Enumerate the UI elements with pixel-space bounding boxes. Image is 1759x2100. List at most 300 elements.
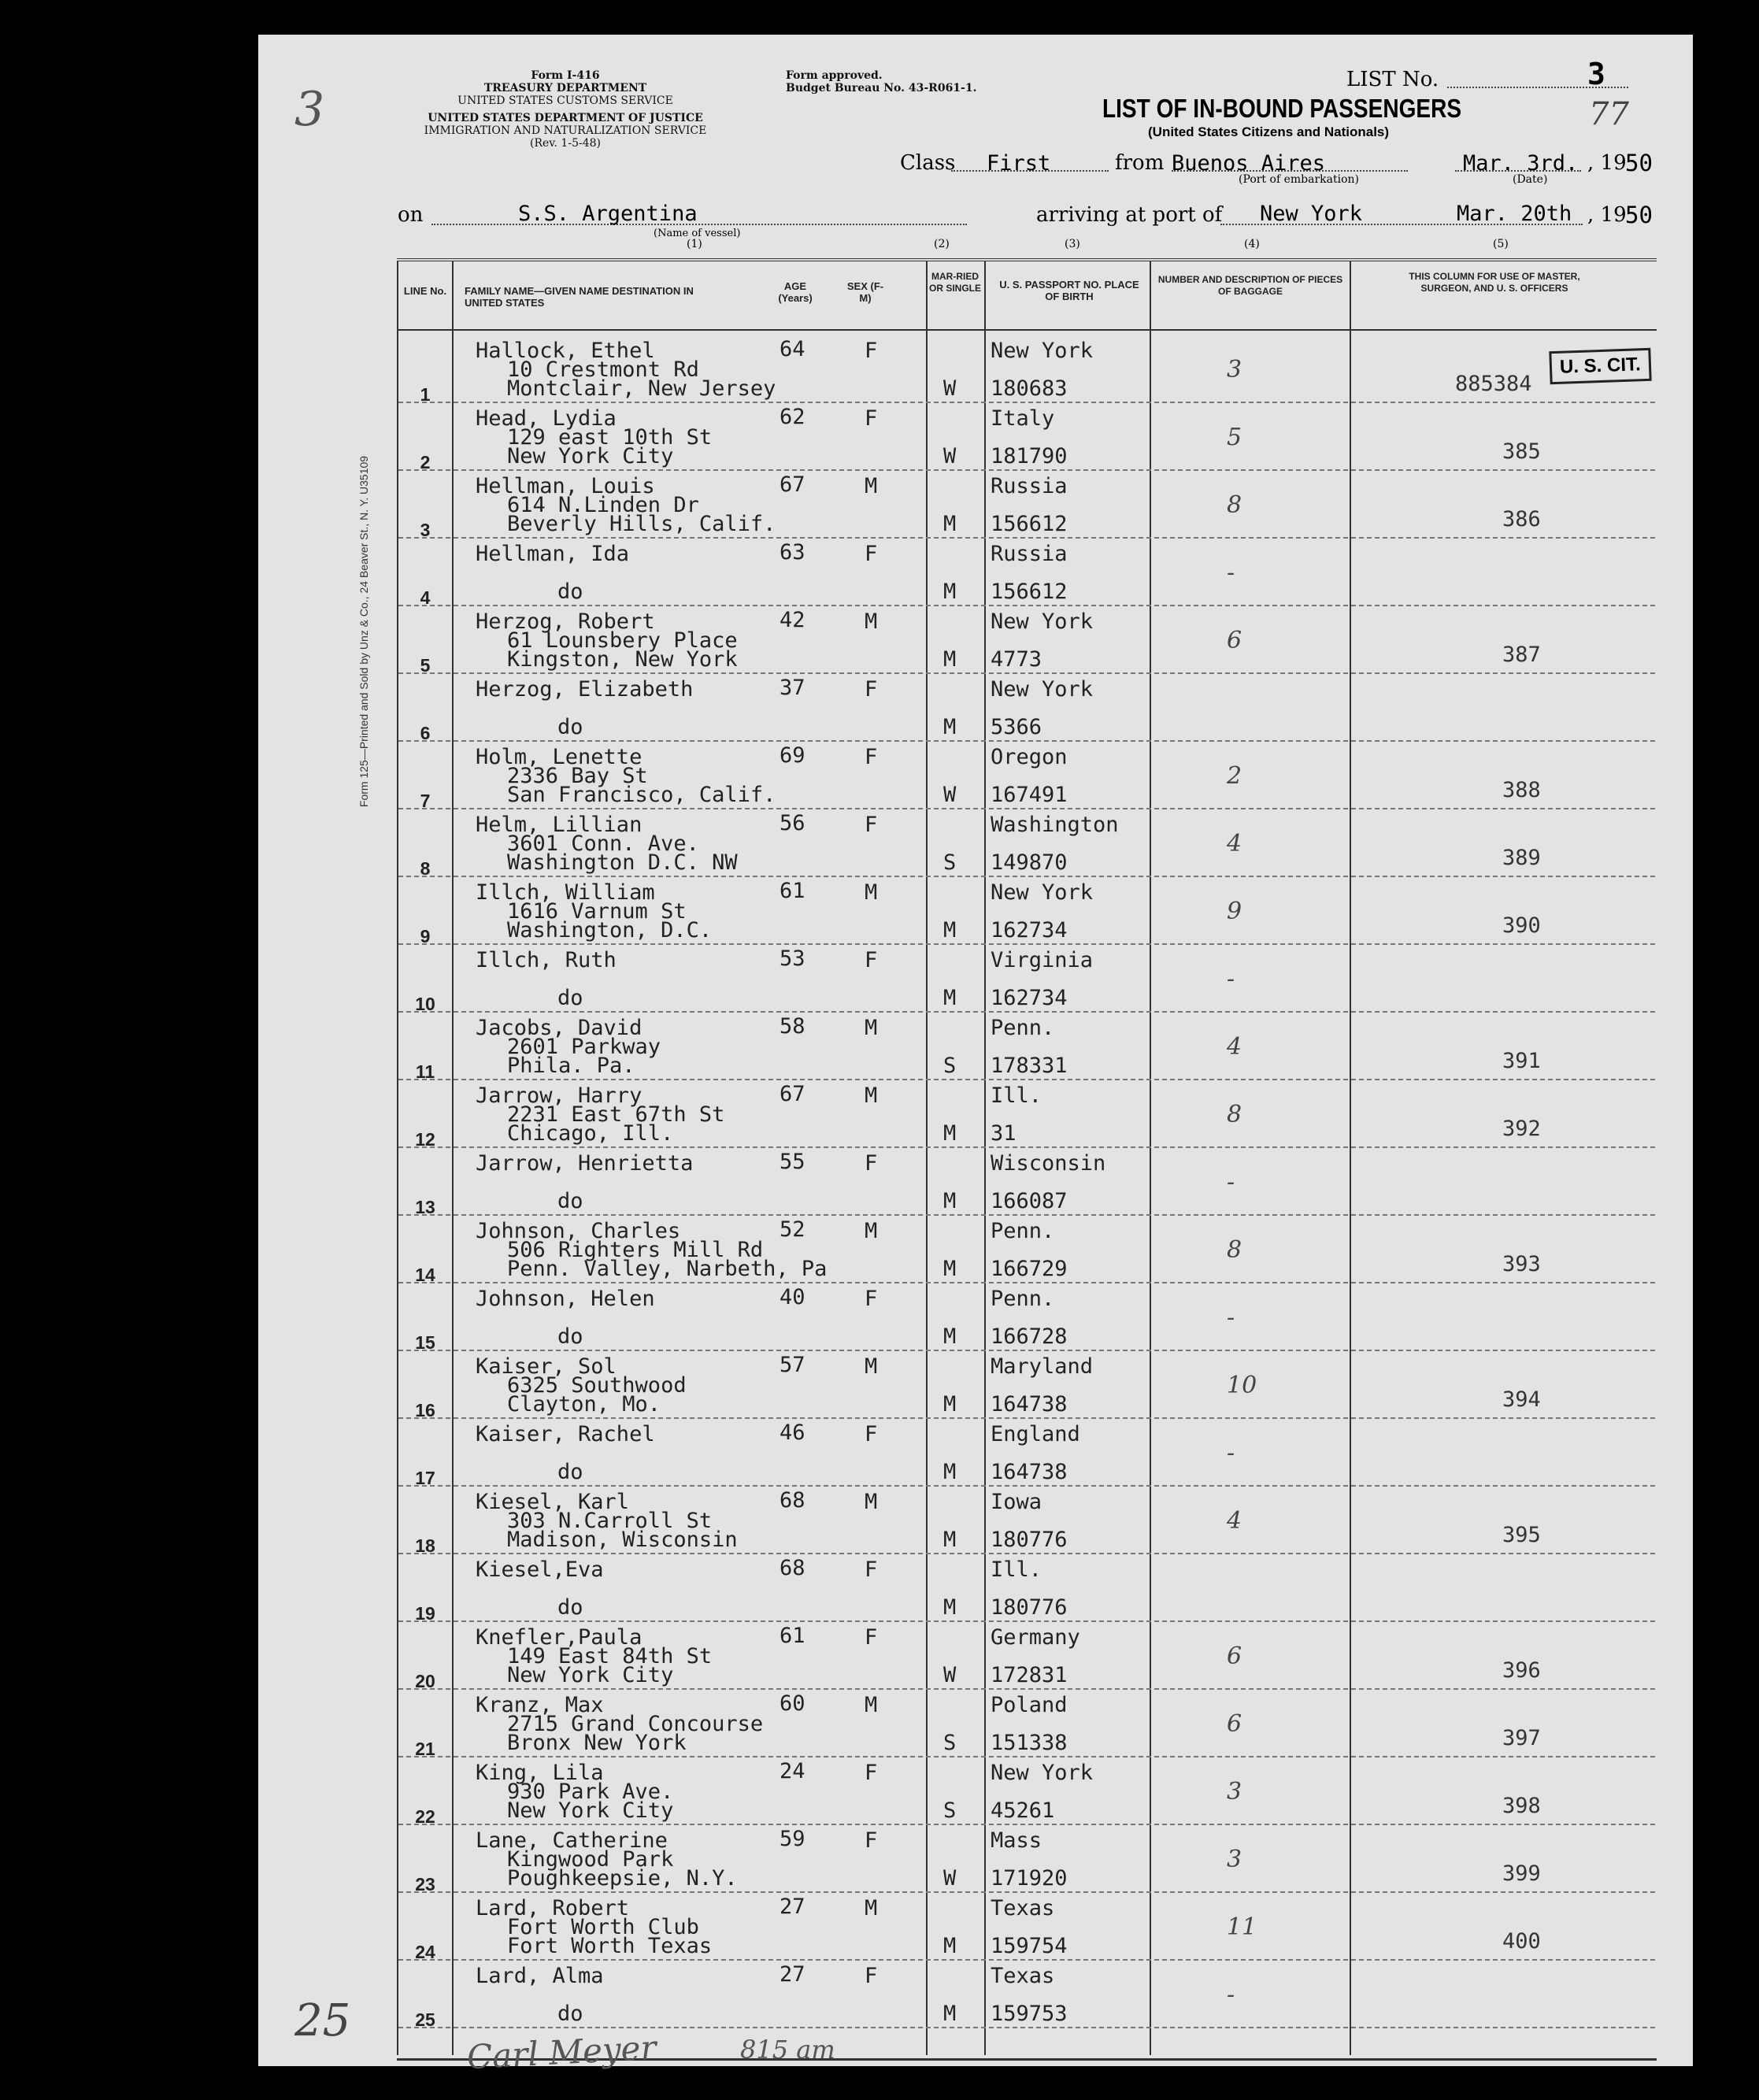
passenger-name: Herzog, Elizabeth [476,677,694,702]
marital-status: M [943,580,957,604]
line-number: 16 [415,1400,435,1420]
sex: F [865,1625,878,1650]
place-of-birth: Penn. [991,1287,1055,1311]
col-head-line-no: LINE No. [403,285,447,297]
age: 52 [780,1217,805,1242]
age: 42 [780,608,805,632]
age: 62 [780,405,805,429]
passenger-name: Jarrow, Harry [476,1083,642,1108]
marital-status: M [943,1460,957,1484]
address-line-1: 303 N.Carroll St [507,1509,713,1533]
col-divider [1350,261,1351,2055]
age: 24 [780,1759,805,1783]
row-divider [398,1485,1655,1487]
age: 64 [780,337,805,361]
marital-status: M [943,1934,957,1958]
place-of-birth: Russia [991,542,1068,566]
officer-number: 391 [1502,1049,1541,1073]
marital-status: M [943,1189,957,1213]
passport-number: 151338 [991,1731,1068,1755]
passport-number: 166729 [991,1257,1068,1281]
marital-status: W [943,1866,957,1891]
baggage-count: 8 [1227,1236,1242,1264]
signature-time: 815 am [740,2035,835,2065]
age: 61 [780,1624,805,1648]
age: 46 [780,1420,805,1445]
address-line-2: do [557,1324,583,1349]
arriving-label: arriving at port of [1036,203,1223,227]
port-arrival: New York [1260,202,1363,226]
sex: M [865,609,878,634]
age: 58 [780,1014,805,1039]
baggage-count: - [1227,965,1235,993]
baggage-count: 6 [1227,627,1242,654]
officer-number: 885384 [1455,372,1532,396]
passport-number: 166087 [991,1189,1068,1213]
col-head-sex: SEX (F-M) [846,280,884,304]
baggage-count: - [1227,559,1235,587]
row-divider [398,2027,1655,2028]
age: 69 [780,743,805,768]
officer-number: 389 [1502,846,1541,870]
passenger-name: Kaiser, Sol [476,1354,617,1379]
marital-status: M [943,1392,957,1417]
form-code: 16—54652-1 [1546,2066,1610,2079]
line-number: 4 [420,587,431,608]
row-divider [398,1417,1655,1419]
baggage-count: - [1227,1169,1235,1196]
baggage-count: 6 [1227,1643,1242,1670]
row-divider [398,1214,1655,1216]
place-of-birth: England [991,1422,1080,1446]
baggage-count: 9 [1227,898,1242,925]
port-embarkation: Buenos Aires [1172,151,1326,176]
age: 56 [780,811,805,835]
age: 67 [780,472,805,497]
marital-status: M [943,1528,957,1552]
age: 59 [780,1827,805,1851]
sex: F [865,745,878,769]
marital-status: M [943,1121,957,1146]
passport-number: 5366 [991,715,1042,739]
marital-status: M [943,2002,957,2026]
age: 68 [780,1488,805,1513]
place-of-birth: Ill. [991,1083,1042,1108]
passport-number: 149870 [991,850,1068,875]
date-arrival: Mar. 20th [1457,202,1572,226]
passenger-name: King, Lila [476,1761,604,1785]
sex: M [865,1693,878,1717]
passport-number: 164738 [991,1392,1068,1417]
address-line-2: do [557,580,583,604]
baggage-count: 6 [1227,1710,1242,1738]
baggage-count: 4 [1227,1507,1242,1535]
address-line-2: Bronx New York [507,1731,687,1755]
passenger-name: Kiesel,Eva [476,1557,604,1582]
marital-status: M [943,1257,957,1281]
passport-number: 178331 [991,1054,1068,1078]
address-line-2: Chicago, Ill. [507,1121,674,1146]
line-number: 11 [415,1061,435,1082]
place-of-birth: Germany [991,1625,1080,1650]
address-line-2: Madison, Wisconsin [507,1528,738,1552]
passenger-name: Illch, William [476,880,655,905]
line-number: 6 [420,723,431,743]
header-agency-block [384,69,746,150]
passport-number: 180776 [991,1528,1068,1552]
col-divider [1150,261,1151,2055]
line-number: 2 [420,452,431,472]
place-of-birth: Ill. [991,1557,1042,1582]
passenger-name: Head, Lydia [476,406,617,431]
col-head-passport: U. S. PASSPORT NO. PLACE OF BIRTH [999,279,1139,302]
address-line-2: do [557,986,583,1010]
passenger-list-page [258,35,1693,2079]
list-no-label: LIST No. [1346,68,1439,91]
place-of-birth: Penn. [991,1219,1055,1243]
line-number: 10 [415,994,435,1014]
sex: F [865,406,878,431]
sex: M [865,1083,878,1108]
form-approved: Form approved. [786,69,883,82]
row-divider [398,1079,1655,1080]
passenger-name: Johnson, Helen [476,1287,655,1311]
printer-side-note: Form 125—Printed and Sold by Unz & Co., 24 Beaver St., N. Y. U35109 [357,455,370,808]
age: 60 [780,1691,805,1716]
address-line-1: 1616 Varnum St [507,899,687,924]
passport-number: 4773 [991,647,1042,672]
line-number: 22 [415,1806,435,1827]
baggage-count: 10 [1227,1372,1257,1399]
passport-number: 31 [991,1121,1017,1146]
place-of-birth: New York [991,677,1094,702]
place-of-birth: Russia [991,474,1068,498]
baggage-count: 3 [1227,1846,1242,1873]
line-number: 24 [415,1942,435,1962]
place-of-birth: Maryland [991,1354,1094,1379]
passport-number: 159753 [991,2002,1068,2026]
address-line-1: 506 Righters Mill Rd [507,1238,764,1262]
place-of-birth: Poland [991,1693,1068,1717]
col-head-age: AGE (Years) [778,280,813,304]
address-line-2: Washington, D.C. [507,918,713,943]
passport-number: 167491 [991,783,1068,807]
officer-number: 400 [1502,1929,1541,1954]
passenger-name: Jacobs, David [476,1016,642,1040]
row-divider [398,1146,1655,1148]
vessel-note: (Name of vessel) [654,228,741,239]
col-num-3: (3) [1065,238,1080,250]
sex: F [865,1964,878,1988]
revision: (Rev. 1-5-48) [530,137,601,150]
vessel-fill [431,224,967,225]
passenger-name: Illch, Ruth [476,948,617,972]
row-divider [398,1756,1655,1757]
address-line-2: Phila. Pa. [507,1054,635,1078]
passport-number: 159754 [991,1934,1068,1958]
from-fill [1172,170,1408,172]
sex: M [865,1490,878,1514]
customs-service: UNITED STATES CUSTOMS SERVICE [457,94,673,107]
address-line-1: 61 Lounsbery Place [507,628,738,653]
marital-status: M [943,647,957,672]
age: 27 [780,1962,805,1987]
address-line-2: Montclair, New Jersey [507,376,776,401]
col-divider [397,261,398,2055]
passport-number: 172831 [991,1663,1068,1687]
sex: F [865,948,878,972]
age: 63 [780,540,805,565]
line-number: 13 [415,1197,435,1217]
sex: F [865,1422,878,1446]
line-number: 7 [420,791,431,811]
officer-number: 390 [1502,913,1541,938]
place-of-birth: Italy [991,406,1055,431]
line-number: 5 [420,655,431,676]
passenger-name: Kranz, Max [476,1693,604,1717]
address-line-2: do [557,1189,583,1213]
baggage-count: 3 [1227,1778,1242,1806]
col-num-1: (1) [687,238,702,250]
marital-status: M [943,918,957,943]
officer-number: 395 [1502,1523,1541,1547]
row-divider [398,1959,1655,1961]
place-of-birth: Washington [991,813,1119,837]
passport-number: 156612 [991,512,1068,536]
address-line-1: 10 Crestmont Rd [507,357,699,382]
row-divider [398,808,1655,809]
officer-number: 387 [1502,643,1541,667]
year-arrival: 50 [1625,202,1653,228]
address-line-1: 2601 Parkway [507,1035,661,1059]
baggage-count: - [1227,1439,1235,1467]
sex: F [865,1828,878,1853]
passport-number: 181790 [991,444,1068,469]
address-line-1: 614 N.Linden Dr [507,493,699,517]
sex: F [865,1151,878,1176]
passport-number: 180776 [991,1595,1068,1620]
officer-number: 394 [1502,1387,1541,1412]
address-line-1: Kingwood Park [507,1847,674,1872]
row-divider [398,1891,1655,1893]
passport-number: 45261 [991,1798,1055,1823]
line-number: 18 [415,1535,435,1556]
list-no-value: 3 [1587,57,1605,91]
age: 40 [780,1285,805,1309]
age: 53 [780,946,805,971]
on-label: on [398,203,424,227]
margin-number-bottom: 25 [294,1995,351,2046]
address-line-2: New York City [507,1663,674,1687]
marital-status: W [943,783,957,807]
address-line-2: New York City [507,444,674,469]
address-line-1: 6325 Southwood [507,1373,687,1398]
sex: F [865,677,878,702]
row-divider [398,740,1655,742]
line-number: 14 [415,1265,435,1285]
officer-number: 398 [1502,1794,1541,1818]
baggage-count: 2 [1227,762,1242,790]
place-of-birth: Mass [991,1828,1042,1853]
year-prefix-arrival: , 19 [1587,203,1627,227]
row-divider [398,1824,1655,1825]
officer-number: 385 [1502,439,1541,464]
marital-status: M [943,715,957,739]
year-embarkation: 50 [1625,150,1653,176]
address-line-1: Fort Worth Club [507,1915,699,1939]
passenger-name: Hellman, Louis [476,474,655,498]
marital-status: M [943,986,957,1010]
col-divider [452,261,454,2055]
class-value: First [987,151,1051,176]
col-num-4: (4) [1244,238,1260,250]
place-of-birth: New York [991,609,1094,634]
line-number: 9 [420,926,431,946]
sex: M [865,880,878,905]
class-label: Class [900,151,956,175]
passenger-name: Knefler,Paula [476,1625,642,1650]
col-head-officers: THIS COLUMN FOR USE OF MASTER, SURGEON, AND U. S. OFFICERS [1409,271,1580,294]
line-number: 25 [415,2009,435,2030]
officer-number: 388 [1502,778,1541,802]
address-line-2: Beverly Hills, Calif. [507,512,776,536]
from-label: from [1115,151,1165,175]
sex: M [865,1016,878,1040]
address-line-1: 2336 Bay St [507,764,648,788]
line-number: 20 [415,1671,435,1691]
line-number: 1 [420,384,431,405]
line-number: 17 [415,1468,435,1488]
row-divider [398,943,1655,945]
passenger-name: Helm, Lillian [476,813,642,837]
place-of-birth: Virginia [991,948,1094,972]
address-line-2: do [557,715,583,739]
place-of-birth: Texas [991,1896,1055,1920]
marital-status: S [943,1054,957,1078]
address-line-2: Washington D.C. NW [507,850,738,875]
age: 27 [780,1894,805,1919]
address-line-1: 2715 Grand Concourse [507,1712,764,1736]
address-line-2: New York City [507,1798,674,1823]
row-divider [398,1688,1655,1690]
address-line-1: 2231 East 67th St [507,1102,725,1127]
address-line-2: do [557,2002,583,2026]
line-number: 15 [415,1332,435,1353]
place-of-birth: Iowa [991,1490,1042,1514]
form-number: Form I-416 [531,69,600,82]
col-num-2: (2) [934,238,950,250]
place-of-birth: New York [991,880,1094,905]
sex: M [865,1354,878,1379]
sex: M [865,1219,878,1243]
address-line-1: 149 East 84th St [507,1644,713,1669]
passport-number: 162734 [991,986,1068,1010]
marital-status: M [943,1324,957,1349]
passenger-name: Lane, Catherine [476,1828,668,1853]
baggage-count: 5 [1227,424,1242,451]
signature: Carl Meyer [465,2028,657,2077]
address-line-2: do [557,1460,583,1484]
port-embarkation-note: (Port of embarkation) [1239,173,1359,186]
age: 55 [780,1150,805,1174]
col-num-5: (5) [1493,238,1509,250]
address-line-2: San Francisco, Calif. [507,783,776,807]
address-line-2: do [557,1595,583,1620]
place-of-birth: Oregon [991,745,1068,769]
line-number: 21 [415,1739,435,1759]
budget-bureau: Budget Bureau No. 43-R061-1. [786,82,977,94]
header-row-bottom [397,329,1657,331]
col-divider [926,261,928,2055]
date-note: (Date) [1513,173,1548,186]
sex: F [865,339,878,363]
passport-number: 156612 [991,580,1068,604]
sex: M [865,474,878,498]
us-citizen-stamp: U. S. CIT. [1549,348,1651,384]
age: 68 [780,1556,805,1580]
passport-number: 166728 [991,1324,1068,1349]
officer-number: 393 [1502,1252,1541,1276]
row-divider [398,1282,1655,1283]
address-line-2: Penn. Valley, Narbeth, Pa [507,1257,828,1281]
place-of-birth: New York [991,339,1094,363]
marital-status: S [943,850,957,875]
address-line-1: 930 Park Ave. [507,1780,674,1804]
marital-status: M [943,512,957,536]
col-head-baggage: NUMBER AND DESCRIPTION OF PIECES OF BAGGAGE [1157,274,1343,297]
passenger-name: Hellman, Ida [476,542,630,566]
place-of-birth: Penn. [991,1016,1055,1040]
baggage-count: 8 [1227,1101,1242,1128]
baggage-count: - [1227,1981,1235,2009]
sex: F [865,1557,878,1582]
officer-number: 399 [1502,1861,1541,1886]
col-divider [984,261,986,2055]
sex: M [865,1896,878,1920]
row-divider [398,1620,1655,1622]
age: 37 [780,676,805,700]
marital-status: S [943,1731,957,1755]
age: 61 [780,879,805,903]
address-line-1: 3601 Conn. Ave. [507,831,699,856]
ins: IMMIGRATION AND NATURALIZATION SERVICE [424,124,707,137]
line-number: 19 [415,1603,435,1624]
address-line-2: Fort Worth Texas [507,1934,713,1958]
row-divider [398,605,1655,606]
passenger-name: Herzog, Robert [476,609,655,634]
baggage-count: 11 [1227,1913,1257,1941]
passenger-name: Kiesel, Karl [476,1490,630,1514]
row-divider [398,1553,1655,1554]
passenger-name: Johnson, Charles [476,1219,681,1243]
form-approval [786,69,976,94]
baggage-count: 3 [1227,356,1242,383]
officer-number: 397 [1502,1726,1541,1750]
baggage-count: 4 [1227,1033,1242,1061]
row-divider [398,402,1655,403]
baggage-count: 8 [1227,491,1242,519]
place-of-birth: Texas [991,1964,1055,1988]
officer-number: 396 [1502,1658,1541,1683]
row-divider [398,469,1655,471]
passenger-name: Hallock, Ethel [476,339,655,363]
line-number: 3 [420,520,431,540]
place-of-birth: Wisconsin [991,1151,1106,1176]
date-embarkation: Mar. 3rd. [1463,151,1579,176]
marital-status: W [943,376,957,401]
passenger-name: Jarrow, Henrietta [476,1151,694,1176]
row-divider [398,1350,1655,1351]
